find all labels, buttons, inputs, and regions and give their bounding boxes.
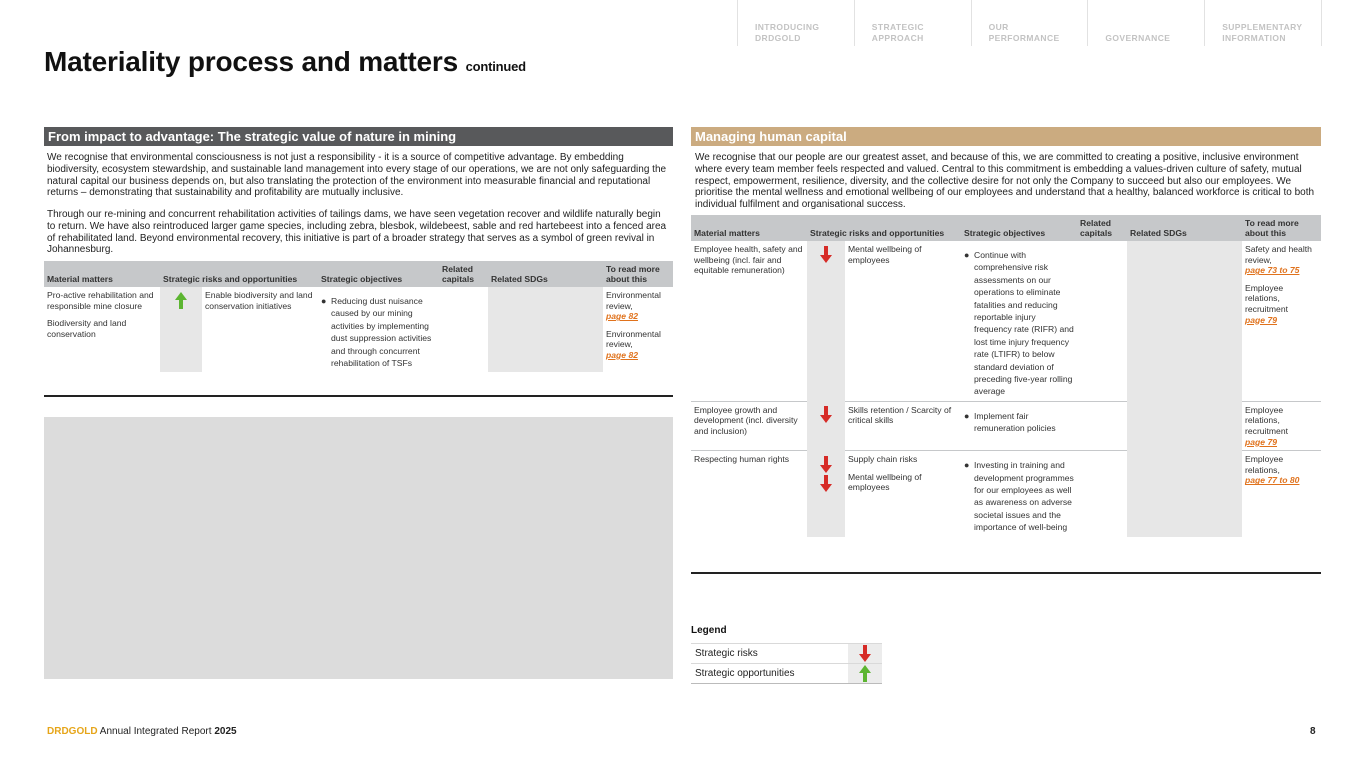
table-row [691,401,1321,450]
col-strategic-risks: Strategic risks and opportunities [160,261,318,287]
page-title: Materiality process and matters continued [44,46,526,77]
nature-materiality-table [44,261,673,372]
col-read-more: To read more about this [1242,215,1321,241]
footer-text: Annual Integrated Report [99,726,212,737]
risk-down-arrow-icon [820,456,832,473]
top-navigation [737,0,1322,46]
read-more-cell: Safety and health review, page 73 to 75 Employee relations, recruitment page 79 [1245,244,1312,325]
page-link[interactable]: page 82 [606,349,639,360]
risk-text-cell: Enable biodiversity and land conservation initiatives [205,290,313,311]
nature-section-heading: From impact to advantage: The strategic value of nature in mining [44,127,673,146]
human-capital-heading: Managing human capital [691,127,1321,146]
page-number: 8 [1310,726,1316,737]
sdgs-cell [1127,241,1242,401]
read-more-cell: Environmental review, page 82 Environmental review, page 82 [606,290,661,360]
legend-item-opportunities: Strategic opportunities [691,664,882,684]
risk-icon-cell [807,241,845,401]
capitals-cell [1077,451,1127,537]
col-material-matters: Material matters [691,215,807,241]
table-row [691,241,1321,401]
col-strategic-risks: Strategic risks and opportunities [807,215,961,241]
title-suffix: continued [465,59,526,74]
legend-table [691,643,882,684]
material-matters-cell: Employee health, safety and wellbeing (incl. fair and equitable remuneration) [694,244,803,276]
capitals-cell [1077,241,1127,401]
page-link[interactable]: page 82 [606,311,639,322]
nav-tab-introducing[interactable]: INTRODUCING DRDGOLD [737,0,854,46]
risk-text-cell: Skills retention / Scarcity of critical skills [845,401,961,450]
nature-paragraph-1: We recognise that environmental consciousness is not just a responsibility - it is a source of competitive advantage. By embedding biodiversity, ecosystem stewardship, and sustainable land management into every stage of our operations, we are not only safeguarding the natural capital our business depends on, but also translating the protection of the environment into measurable financial and reputational returns – demonstrating that sustainability and profitability are mutually inclusive. [47,152,667,199]
nav-tab-strategic-approach[interactable]: STRATEGIC APPROACH [854,0,971,46]
col-related-sdgs: Related SDGs [488,261,603,287]
material-matters-cell: Employee growth and development (incl. diversity and inclusion) [691,401,807,450]
risk-down-arrow-icon [820,475,832,492]
sdgs-cell [1127,451,1242,537]
risk-down-arrow-icon [820,406,832,423]
col-related-capitals: Related capitals [439,261,488,287]
col-strategic-objectives: Strategic objectives [961,215,1077,241]
risk-down-arrow-icon [820,246,832,263]
read-more-cell: Employee relations, page 77 to 80 [1242,451,1321,537]
capitals-cell [1077,401,1127,450]
human-capital-paragraph: We recognise that our people are our greatest asset, and because of this, we are committed to creating a positive, inclusive environment where every team member feels respected and valued. Central to this commitment is embedding a values-driven culture of safety, mutual respect, empowerment, resilience, diversity, and the collective desire for not only the Company to succeed but also our employees. We prioritise the mental wellness and emotional wellbeing of our employees and understand that a healthy, balanced workforce is critical to both individual fulfilment and organisational success. [695,152,1315,211]
objective-cell: ● Continue with comprehensive risk assessments on our operations to eliminate fatalities and reducing reportable injury frequency rate (RIFR) and lost time injury frequency rate (LTIFR) to below standard deviation of preceding five-year rolling average [964,250,1074,397]
nav-tab-performance[interactable]: OUR PERFORMANCE [971,0,1088,46]
capitals-cell [439,287,488,372]
col-strategic-objectives: Strategic objectives [318,261,439,287]
page-link[interactable]: page 73 to 75 [1245,265,1300,276]
col-related-sdgs: Related SDGs [1127,215,1242,241]
opportunity-up-arrow-icon [859,665,871,682]
nav-tab-governance[interactable]: GOVERNANCE [1087,0,1204,46]
legend-item-risks: Strategic risks [691,644,882,664]
col-material-matters: Material matters [44,261,160,287]
nature-table-bottom-rule [44,395,673,397]
table-row [44,287,673,372]
page-link[interactable]: page 77 to 80 [1245,475,1300,486]
human-capital-table [691,215,1321,537]
nav-tab-supplementary[interactable]: SUPPLEMENTARY INFORMATION [1204,0,1322,46]
risk-icon-cell [160,287,202,372]
footer-year: 2025 [214,726,237,737]
material-matters-cell: Respecting human rights [691,451,807,537]
col-read-more: To read more about this [603,261,673,287]
objective-cell: ● Investing in training and development programmes for our employees as well as awareness on adverse societal issues and the importance of well-being [961,451,1077,537]
sdgs-cell [1127,401,1242,450]
col-related-capitals: Related capitals [1077,215,1127,241]
material-matters-cell: Pro-active rehabilitation and responsible mine closure Biodiversity and land conservation [47,290,154,339]
footer-brand: DRDGOLD [47,726,98,737]
opportunity-up-arrow-icon [175,292,187,309]
table-row [691,451,1321,537]
image-placeholder [44,417,673,679]
human-table-bottom-rule [691,572,1321,574]
legend-title: Legend [691,625,727,636]
risk-icon-cell [807,401,845,450]
risk-text-cell: Mental wellbeing of employees [848,244,922,265]
read-more-cell: Employee relations, recruitment page 79 [1242,401,1321,450]
footer [47,726,237,737]
page-link[interactable]: page 79 [1245,436,1278,447]
page-link[interactable]: page 79 [1245,314,1278,325]
objective-cell: ● Implement fair remuneration policies [961,401,1077,450]
risk-text-cell: Supply chain risks Mental wellbeing of employees [845,451,961,537]
nature-paragraph-2: Through our re-mining and concurrent rehabilitation activities of tailings dams, we have seen vegetation recover and wildlife naturally begin to return. We have also reintroduced larger game species, including zebra, blesbok, wildebeest, sable and red hartebeest into a fenced area of rehabilitated land. Beyond environmental recovery, this initiative is part of a broader strategy that serves as a symbol of green revival in Johannesburg. [47,209,667,256]
risk-down-arrow-icon [859,645,871,662]
sdgs-cell [488,287,603,372]
risk-icon-cell [807,451,845,537]
objective-cell: ● Reducing dust nuisance caused by our mining activities by implementing dust suppression activities and through concurrent rehabilitation of TSFs [321,296,432,369]
